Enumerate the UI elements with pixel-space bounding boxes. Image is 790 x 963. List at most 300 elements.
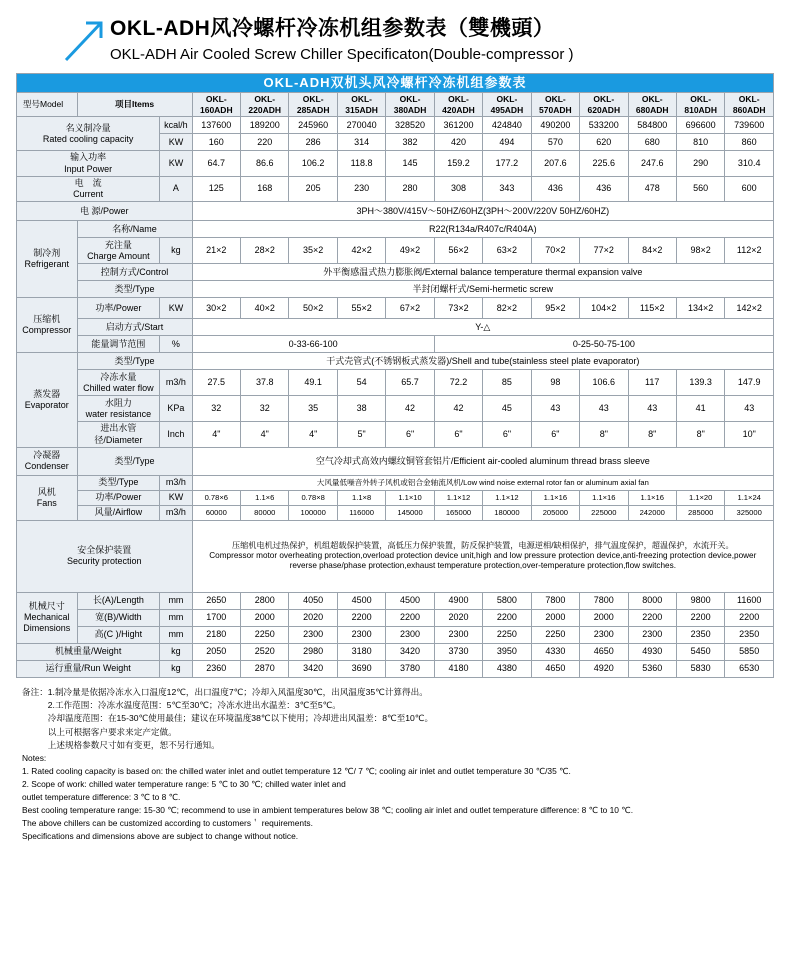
cell: 4" <box>289 422 337 448</box>
cell: 5" <box>337 422 385 448</box>
cell: 0.78×6 <box>192 490 240 505</box>
cell: 2800 <box>241 592 289 609</box>
cell: 137600 <box>192 117 240 134</box>
group-label-condenser: 冷凝器 Condenser <box>17 447 78 475</box>
cell: 2050 <box>192 643 240 660</box>
table-row <box>17 336 774 353</box>
cell: 4" <box>192 422 240 448</box>
cell: 424840 <box>483 117 531 134</box>
cell: 2200 <box>483 609 531 626</box>
cell: 3420 <box>289 660 337 677</box>
cell: 280 <box>386 176 434 202</box>
unit-cell: kg <box>160 643 192 660</box>
table-row <box>17 202 774 221</box>
cell: 600 <box>725 176 774 202</box>
cell: 2020 <box>289 609 337 626</box>
row-label-weight: 机械重量/Weight <box>17 643 160 660</box>
cell: 117 <box>628 370 676 396</box>
spec-table-wrap <box>0 73 790 678</box>
security-protection-text <box>192 520 773 592</box>
cell: 220 <box>241 134 289 151</box>
cell: 177.2 <box>483 151 531 177</box>
cell: 1.1×8 <box>337 490 385 505</box>
unit-cell: KW <box>160 490 192 505</box>
cell: 82×2 <box>483 298 531 319</box>
title-block <box>106 16 574 67</box>
cell: 2020 <box>434 609 482 626</box>
cell: 290 <box>676 151 724 177</box>
cell: 86.6 <box>241 151 289 177</box>
cell: 5360 <box>628 660 676 677</box>
cell: 245960 <box>289 117 337 134</box>
cell: 21×2 <box>192 238 240 264</box>
cell: 680 <box>628 134 676 151</box>
cell: 205000 <box>531 505 579 520</box>
cell: 328520 <box>386 117 434 134</box>
table-banner-row <box>17 73 774 92</box>
cell: 739600 <box>725 117 774 134</box>
cell: 4500 <box>337 592 385 609</box>
evap-type-value: 干式壳管式(不锈钢板式蒸发器)/Shell and tube(stainless steel plate evaporator) <box>192 353 773 370</box>
unit-cell: KW <box>160 298 192 319</box>
model-col-1: OKL-220ADH <box>241 93 289 117</box>
model-col-10: OKL-810ADH <box>676 93 724 117</box>
cell: 8" <box>676 422 724 448</box>
note-en-0: Notes: <box>22 753 47 764</box>
cell: 2200 <box>676 609 724 626</box>
sub-label-name: 名称/Name <box>77 221 192 238</box>
cell: 2300 <box>580 626 628 643</box>
table-row <box>17 151 774 177</box>
table-row <box>17 281 774 298</box>
cell: 125 <box>192 176 240 202</box>
cell: 2200 <box>725 609 774 626</box>
cell: 3180 <box>337 643 385 660</box>
cell: 3730 <box>434 643 482 660</box>
cell: 860 <box>725 134 774 151</box>
cell: 4900 <box>434 592 482 609</box>
cell: 810 <box>676 134 724 151</box>
note-en-2: 2. Scope of work: chilled water temperature range: 5 ℃ to 30 ℃; chilled water inlet and <box>22 779 346 790</box>
cell: 5800 <box>483 592 531 609</box>
cell: 104×2 <box>580 298 628 319</box>
cell: 2350 <box>676 626 724 643</box>
cell: 5830 <box>676 660 724 677</box>
row-label-input-power: 输入功率 Input Power <box>17 151 160 177</box>
cell: 42×2 <box>337 238 385 264</box>
cell: 2300 <box>337 626 385 643</box>
cell: 584800 <box>628 117 676 134</box>
page-title-en: OKL-ADH Air Cooled Screw Chiller Specificaton(Double-compressor ) <box>110 46 574 64</box>
cell: 420 <box>434 134 482 151</box>
model-col-5: OKL-420ADH <box>434 93 482 117</box>
cell: 50×2 <box>289 298 337 319</box>
note-cn-4: 上述规格参数尺寸如有变更，恕不另行通知。 <box>22 740 220 750</box>
cell: 382 <box>386 134 434 151</box>
sub-label-evap-type: 类型/Type <box>77 353 192 370</box>
cell: 2250 <box>241 626 289 643</box>
cell: 42 <box>434 396 482 422</box>
cell: 65.7 <box>386 370 434 396</box>
cell: 35 <box>289 396 337 422</box>
unit-cell: kcal/h <box>160 117 192 134</box>
sub-label-diameter: 进出水管径/Diameter <box>77 422 160 448</box>
group-label-refrigerant: 制冷剂 Refrigerant <box>17 221 78 298</box>
group-label-dimensions: 机械尺寸 Mechanical Dimensions <box>17 592 78 643</box>
cell: 165000 <box>434 505 482 520</box>
refrigerant-name-value: R22(R134a/R407c/R404A) <box>192 221 773 238</box>
cell: 134×2 <box>676 298 724 319</box>
table-row <box>17 447 774 475</box>
cell: 100000 <box>289 505 337 520</box>
cell: 4180 <box>434 660 482 677</box>
table-row <box>17 176 774 202</box>
cell: 478 <box>628 176 676 202</box>
cell: 2300 <box>434 626 482 643</box>
cell: 325000 <box>725 505 774 520</box>
cell: 308 <box>434 176 482 202</box>
cell: 436 <box>531 176 579 202</box>
cell: 2250 <box>531 626 579 643</box>
cell: 38 <box>337 396 385 422</box>
sub-label-chilled-flow: 冷冻水量 Chilled water flow <box>77 370 160 396</box>
note-cn-2: 冷却温度范围：在15-30℃使用最佳；建议在环境温度38℃以下使用；冷却进出风温差：8℃至10℃。 <box>22 713 434 724</box>
cell: 4930 <box>628 643 676 660</box>
cell: 30×2 <box>192 298 240 319</box>
cell: 139.3 <box>676 370 724 396</box>
cell: 286 <box>289 134 337 151</box>
model-col-9: OKL-680ADH <box>628 93 676 117</box>
cell: 43 <box>580 396 628 422</box>
cell: 6" <box>434 422 482 448</box>
cell: 3780 <box>386 660 434 677</box>
cell: 147.9 <box>725 370 774 396</box>
unit-cell: KW <box>160 134 192 151</box>
group-label-compressor: 压缩机 Compressor <box>17 298 78 353</box>
note-cn-1: 2.工作范围：冷冻水温度范围：5℃至30℃；冷冻水进出水温差：3℃至5℃。 <box>22 700 341 711</box>
cell: 28×2 <box>241 238 289 264</box>
cell: 8000 <box>628 592 676 609</box>
cell: 2650 <box>192 592 240 609</box>
sub-label-compressor-power: 功率/Power <box>77 298 160 319</box>
table-row <box>17 609 774 626</box>
cell: 3420 <box>386 643 434 660</box>
table-row <box>17 370 774 396</box>
note-cn-0: 备注：1.制冷量是依据冷冻水入口温度12℃，出口温度7℃；冷却入风温度30℃，出风温度35℃计算得出。 <box>22 686 428 697</box>
cell: 160 <box>192 134 240 151</box>
page-title-cn: OKL-ADH风冷螺杆冷冻机组参数表（雙機頭） <box>110 17 555 40</box>
cell: 1.1×6 <box>241 490 289 505</box>
table-row <box>17 396 774 422</box>
table-row <box>17 475 774 490</box>
model-col-3: OKL-315ADH <box>337 93 385 117</box>
cell: 4500 <box>386 592 434 609</box>
cell: 40×2 <box>241 298 289 319</box>
cell: 189200 <box>241 117 289 134</box>
cell: 55×2 <box>337 298 385 319</box>
unit-cell: mm <box>160 609 192 626</box>
table-row <box>17 238 774 264</box>
cell: 5850 <box>725 643 774 660</box>
cell: 4050 <box>289 592 337 609</box>
row-label-power: 电 源/Power <box>17 202 193 221</box>
cell: 2980 <box>289 643 337 660</box>
cell: 560 <box>676 176 724 202</box>
cell: 45 <box>483 396 531 422</box>
compressor-type-value: 半封闭螺杆式/Semi-hermetic screw <box>192 281 773 298</box>
cell: 180000 <box>483 505 531 520</box>
fan-type-value: 大风量低噪音外转子风机或铝合金轴流风机/Low wind noise external rotor fan or aluminum axial fan <box>192 475 773 490</box>
capacity-steps-value-b: 0-25-50-75-100 <box>434 336 773 353</box>
cell: 361200 <box>434 117 482 134</box>
unit-cell: m3/h <box>160 475 192 490</box>
table-row <box>17 319 774 336</box>
cell: 6" <box>386 422 434 448</box>
table-row <box>17 298 774 319</box>
table-banner: OKL-ADH双机头风冷螺杆冷冻机组参数表 <box>17 73 774 92</box>
cell: 1.1×10 <box>386 490 434 505</box>
cell: 2200 <box>628 609 676 626</box>
cell: 2520 <box>241 643 289 660</box>
security-text-en: Compressor motor overheating protection,overload protection device unit,high and low pressure protection device,anti-freezing protection device,power reverse phase/phase protection,exhaust temperature protection,over-temperature protection,flow switches. <box>209 551 757 571</box>
sub-label-fan-type: 类型/Type <box>77 475 160 490</box>
table-row <box>17 626 774 643</box>
cell: 7800 <box>580 592 628 609</box>
model-header-row <box>17 93 774 117</box>
notes-block <box>0 678 790 844</box>
unit-cell: KPa <box>160 396 192 422</box>
sub-label-start: 启动方式/Start <box>77 319 192 336</box>
cell: 49.1 <box>289 370 337 396</box>
cell: 159.2 <box>434 151 482 177</box>
items-label: 项目Items <box>77 93 192 117</box>
cell: 4" <box>241 422 289 448</box>
model-col-4: OKL-380ADH <box>386 93 434 117</box>
cell: 310.4 <box>725 151 774 177</box>
cell: 242000 <box>628 505 676 520</box>
cell: 285000 <box>676 505 724 520</box>
cell: 225.6 <box>580 151 628 177</box>
cell: 27.5 <box>192 370 240 396</box>
cell: 1700 <box>192 609 240 626</box>
unit-cell: m3/h <box>160 505 192 520</box>
note-en-3: outlet temperature difference: 3 ℃ to 8 ℃. <box>22 792 181 803</box>
row-label-run-weight: 运行重量/Run Weight <box>17 660 160 677</box>
cell: 56×2 <box>434 238 482 264</box>
cell: 570 <box>531 134 579 151</box>
sub-label-compressor-type: 类型/Type <box>77 281 192 298</box>
cell: 2200 <box>337 609 385 626</box>
note-en-4: Best cooling temperature range: 15-30 ℃; recommend to use in ambient temperatures below 38 ℃; cooling air inlet and outlet temperature difference: 8 ℃ to 10 ℃. <box>22 805 634 816</box>
cell: 1.1×16 <box>531 490 579 505</box>
model-col-11: OKL-860ADH <box>725 93 774 117</box>
cell: 37.8 <box>241 370 289 396</box>
table-row <box>17 520 774 592</box>
security-text-cn: 压缩机电机过热保护，机组超载保护装置，高低压力保护装置，防反保护装置，电源逆相/缺相保护，排气温度保护，超温保护，水流开关。 <box>231 540 734 550</box>
cell: 106.6 <box>580 370 628 396</box>
sub-label-height: 高(C )/Hight <box>77 626 160 643</box>
cell: 43 <box>628 396 676 422</box>
cell: 41 <box>676 396 724 422</box>
cell: 10" <box>725 422 774 448</box>
capacity-steps-value-a: 0-33-66-100 <box>192 336 434 353</box>
cell: 145 <box>386 151 434 177</box>
unit-cell: KW <box>160 151 192 177</box>
cell: 270040 <box>337 117 385 134</box>
cell: 98×2 <box>676 238 724 264</box>
cell: 63×2 <box>483 238 531 264</box>
cell: 67×2 <box>386 298 434 319</box>
cell: 145000 <box>386 505 434 520</box>
model-col-2: OKL-285ADH <box>289 93 337 117</box>
sub-label-fan-power: 功率/Power <box>77 490 160 505</box>
cell: 4650 <box>580 643 628 660</box>
unit-cell: A <box>160 176 192 202</box>
unit-cell: Inch <box>160 422 192 448</box>
cell: 35×2 <box>289 238 337 264</box>
cell: 2000 <box>531 609 579 626</box>
cell: 2870 <box>241 660 289 677</box>
cell: 7800 <box>531 592 579 609</box>
cell: 1.1×16 <box>580 490 628 505</box>
cell: 95×2 <box>531 298 579 319</box>
cell: 1.1×16 <box>628 490 676 505</box>
sub-label-width: 宽(B)/Width <box>77 609 160 626</box>
cell: 1.1×12 <box>434 490 482 505</box>
table-row <box>17 221 774 238</box>
model-col-7: OKL-570ADH <box>531 93 579 117</box>
table-row <box>17 505 774 520</box>
unit-cell: mm <box>160 592 192 609</box>
cell: 6" <box>531 422 579 448</box>
sub-label-control: 控制方式/Control <box>77 264 192 281</box>
cell: 5450 <box>676 643 724 660</box>
sub-label-airflow: 风量/Airflow <box>77 505 160 520</box>
cell: 0.78×8 <box>289 490 337 505</box>
cell: 314 <box>337 134 385 151</box>
cell: 11600 <box>725 592 774 609</box>
cell: 84×2 <box>628 238 676 264</box>
cell: 54 <box>337 370 385 396</box>
cell: 494 <box>483 134 531 151</box>
note-cn-3: 以上可根据客户要求来定产定做。 <box>22 726 177 737</box>
table-row <box>17 117 774 134</box>
cell: 77×2 <box>580 238 628 264</box>
condenser-type-value: 空气冷却式高效内螺纹铜管套铝片/Efficient air-cooled aluminum thread brass sleeve <box>192 447 773 475</box>
cell: 2180 <box>192 626 240 643</box>
cell: 43 <box>531 396 579 422</box>
note-en-1: 1. Rated cooling capacity is based on: the chilled water inlet and outlet temperature 12 ℃/ 7 ℃; cooling air inlet and outlet temperature 30 ℃/35 ℃. <box>22 766 571 777</box>
cell: 43 <box>725 396 774 422</box>
cell: 168 <box>241 176 289 202</box>
model-col-0: OKL-160ADH <box>192 93 240 117</box>
cell: 247.6 <box>628 151 676 177</box>
table-row <box>17 592 774 609</box>
cell: 85 <box>483 370 531 396</box>
cell: 1.1×24 <box>725 490 774 505</box>
sub-label-length: 长(A)/Length <box>77 592 160 609</box>
table-row <box>17 264 774 281</box>
compressor-start-value: Y-△ <box>192 319 773 336</box>
table-row <box>17 490 774 505</box>
refrigerant-control-value: 外平衡感温式热力膨胀阀/External balance temperature thermal expansion valve <box>192 264 773 281</box>
model-label: 型号Model <box>17 93 78 117</box>
table-row <box>17 660 774 677</box>
group-label-security: 安全保护装置 Security protection <box>17 520 193 592</box>
cell: 3690 <box>337 660 385 677</box>
cell: 8" <box>628 422 676 448</box>
cell: 9800 <box>676 592 724 609</box>
cell: 225000 <box>580 505 628 520</box>
cell: 70×2 <box>531 238 579 264</box>
cell: 696600 <box>676 117 724 134</box>
cell: 205 <box>289 176 337 202</box>
cell: 80000 <box>241 505 289 520</box>
page-header <box>0 0 790 73</box>
cell: 2250 <box>483 626 531 643</box>
cell: 73×2 <box>434 298 482 319</box>
cell: 4380 <box>483 660 531 677</box>
cell: 4920 <box>580 660 628 677</box>
cell: 1.1×20 <box>676 490 724 505</box>
cell: 436 <box>580 176 628 202</box>
cell: 2200 <box>386 609 434 626</box>
cell: 72.2 <box>434 370 482 396</box>
power-value: 3PH～380V/415V～50HZ/60HZ(3PH～200V/220V 50HZ/60HZ) <box>192 202 773 221</box>
spec-table <box>16 73 774 678</box>
cell: 49×2 <box>386 238 434 264</box>
note-en-6: Specifications and dimensions above are subject to change without notice. <box>22 831 299 842</box>
cell: 343 <box>483 176 531 202</box>
cell: 3950 <box>483 643 531 660</box>
model-col-8: OKL-620ADH <box>580 93 628 117</box>
row-label-current: 电 流 Current <box>17 176 160 202</box>
model-col-6: OKL-495ADH <box>483 93 531 117</box>
cell: 207.6 <box>531 151 579 177</box>
cell: 6530 <box>725 660 774 677</box>
cell: 32 <box>192 396 240 422</box>
cell: 42 <box>386 396 434 422</box>
cell: 60000 <box>192 505 240 520</box>
table-row <box>17 643 774 660</box>
cell: 230 <box>337 176 385 202</box>
cell: 64.7 <box>192 151 240 177</box>
table-row <box>17 422 774 448</box>
cell: 8" <box>580 422 628 448</box>
sub-label-capacity-steps: 能量调节范围 <box>77 336 160 353</box>
cell: 116000 <box>337 505 385 520</box>
sub-label-water-resistance: 水阻力 water resistance <box>77 396 160 422</box>
cell: 2300 <box>289 626 337 643</box>
unit-cell: m3/h <box>160 370 192 396</box>
cell: 32 <box>241 396 289 422</box>
cell: 2350 <box>725 626 774 643</box>
group-label-fans: 风机 Fans <box>17 475 78 520</box>
unit-cell: % <box>160 336 192 353</box>
arrow-up-right-icon <box>60 18 106 62</box>
cell: 118.8 <box>337 151 385 177</box>
cell: 98 <box>531 370 579 396</box>
cell: 106.2 <box>289 151 337 177</box>
group-label-evaporator: 蒸发器 Evaporator <box>17 353 78 448</box>
sub-label-charge: 充注量 Charge Amount <box>77 238 160 264</box>
cell: 2300 <box>628 626 676 643</box>
cell: 2300 <box>386 626 434 643</box>
sub-label-condenser-type: 类型/Type <box>77 447 192 475</box>
cell: 4650 <box>531 660 579 677</box>
cell: 142×2 <box>725 298 774 319</box>
cell: 112×2 <box>725 238 774 264</box>
